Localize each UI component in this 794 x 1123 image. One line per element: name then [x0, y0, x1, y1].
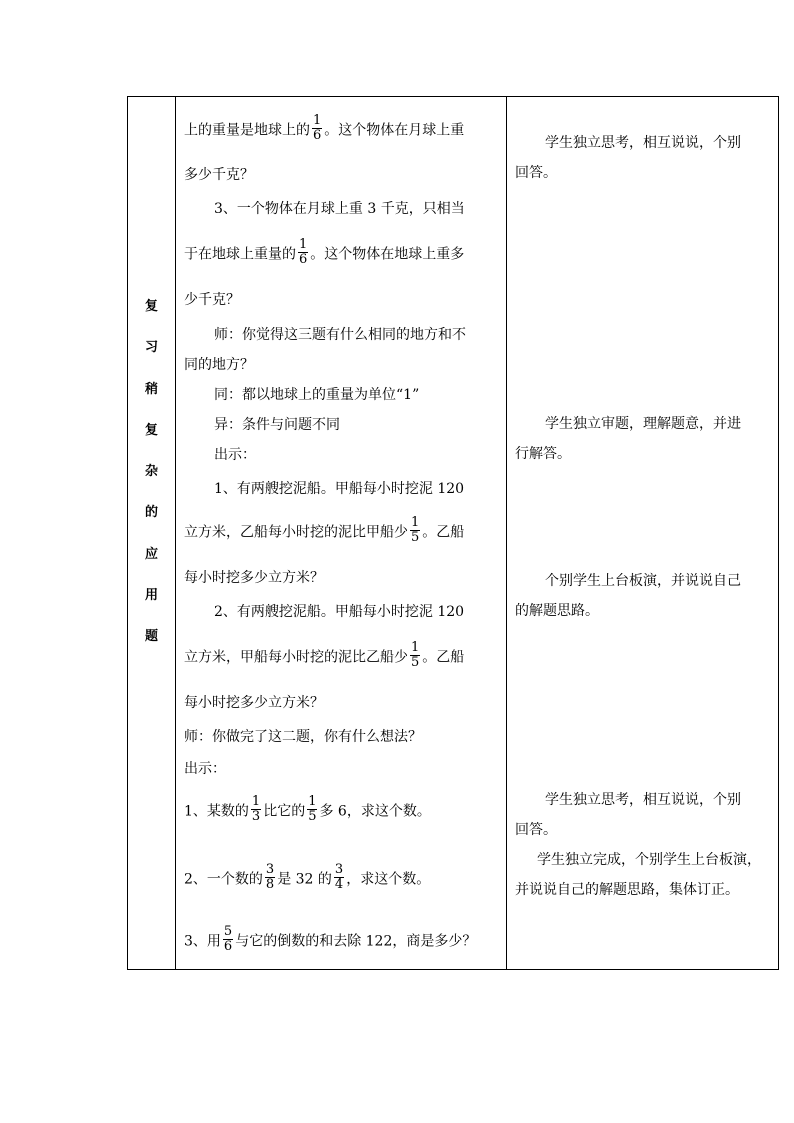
note-line: 学生独立完成，个别学生上台板演，	[537, 852, 761, 868]
fraction: $\frac{5}{6}$	[223, 924, 233, 954]
content-line: 于在地球上重量的 $\frac{1}{6}$ 。这个物体在地球上重多	[184, 237, 465, 267]
category-char: 习	[144, 340, 158, 356]
content-line: 异：条件与问题不同	[214, 417, 340, 433]
fraction: $\frac{1}{3}$	[251, 794, 261, 824]
category-char: 杂	[144, 464, 158, 480]
student-activity-cell	[507, 97, 779, 970]
content-line: 立方米，乙船每小时挖的泥比甲船少 $\frac{1}{5}$ 。乙船	[184, 515, 465, 545]
note-line: 学生独立思考，相互说说，个别	[545, 135, 741, 151]
content-line: 师：你觉得这三题有什么相同的地方和不	[214, 327, 466, 343]
note-line: 学生独立思考，相互说说，个别	[545, 792, 741, 808]
note-line: 的解题思路。	[515, 603, 599, 619]
content-line: 上的重量是地球上的 $\frac{1}{6}$ 。这个物体在月球上重	[184, 113, 465, 143]
content-line: 2、一个数的 $\frac{3}{8}$ 是 32 的 $\frac{3}{4}$ ，求这个数。	[184, 862, 431, 892]
note-line: 学生独立审题，理解题意，并进	[545, 416, 741, 432]
fraction: $\frac{1}{6}$	[299, 237, 308, 267]
note-line: 回答。	[515, 165, 557, 181]
content-line: 1、某数的 $\frac{1}{3}$ 比它的 $\frac{1}{5}$ 多 6，求这个数。	[184, 794, 431, 824]
content-line: 同：都以地球上的重量为单位“1”	[214, 387, 420, 403]
content-line: 3、一个物体在月球上重 3 千克，只相当	[214, 201, 465, 217]
note-line: 个别学生上台板演，并说说自己	[545, 573, 741, 589]
fraction: $\frac{1}{5}$	[308, 794, 317, 824]
table-row	[128, 97, 779, 970]
note-line: 并说说自己的解题思路，集体订正。	[515, 882, 739, 898]
fraction: $\frac{1}{5}$	[411, 515, 420, 545]
content-line: 立方米，甲船每小时挖的泥比乙船少 $\frac{1}{5}$ 。乙船	[184, 640, 465, 670]
content-line: 每小时挖多少立方米？	[184, 695, 324, 711]
content-line: 2、有两艘挖泥船。甲船每小时挖泥 120	[214, 604, 465, 620]
teaching-content-cell	[176, 97, 507, 970]
fraction: $\frac{1}{6}$	[313, 113, 322, 143]
content-line: 师：你做完了这二题，你有什么想法？	[184, 729, 422, 745]
note-line: 回答。	[515, 822, 557, 838]
category-title	[128, 300, 175, 672]
category-cell	[128, 97, 176, 970]
content-line: 出示：	[214, 447, 256, 463]
category-char: 的	[144, 505, 158, 521]
content-line: 每小时挖多少立方米？	[184, 570, 324, 586]
category-char: 题	[144, 629, 158, 645]
content-line: 3、用 $\frac{5}{6}$ 与它的倒数的和去除 122，商是多少？	[184, 924, 477, 954]
fraction: $\frac{1}{5}$	[411, 640, 420, 670]
content-line: 少千克？	[184, 292, 240, 308]
content-line: 同的地方？	[184, 357, 254, 373]
note-line: 行解答。	[515, 446, 571, 462]
content-line: 1、有两艘挖泥船。甲船每小时挖泥 120	[214, 481, 465, 497]
lesson-plan-table	[127, 96, 779, 970]
content-line: 出示：	[184, 761, 226, 777]
category-char: 用	[144, 588, 158, 604]
fraction: $\frac{3}{4}$	[334, 862, 344, 892]
fraction: $\frac{3}{8}$	[265, 862, 275, 892]
category-char: 稍	[144, 381, 158, 397]
category-char: 应	[144, 546, 158, 562]
content-line: 多少千克？	[184, 167, 254, 183]
category-char: 复	[144, 299, 158, 314]
category-char: 复	[144, 422, 158, 438]
